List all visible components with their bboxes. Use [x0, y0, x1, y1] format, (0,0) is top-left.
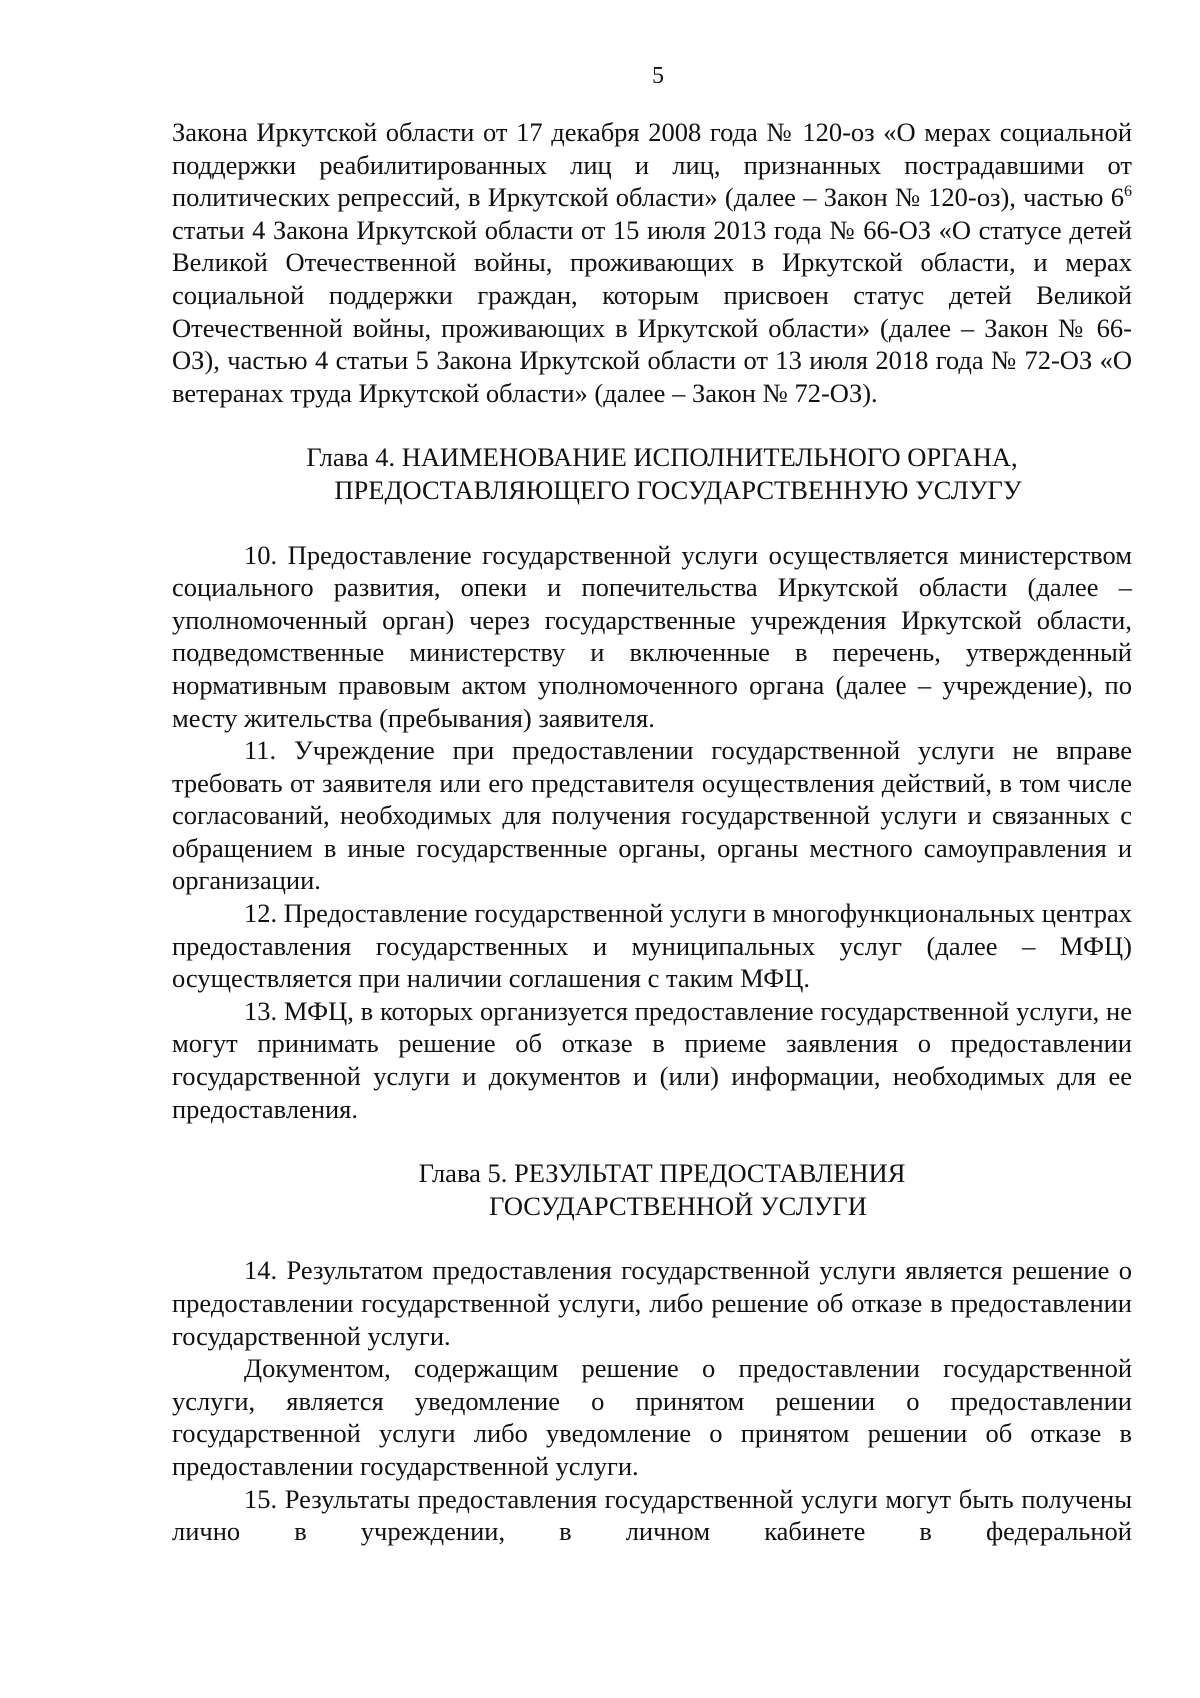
chapter-5-heading [172, 1157, 1132, 1222]
document-page [172, 62, 1132, 1548]
chapter-5-heading-line1: Глава 5. РЕЗУЛЬТАТ ПРЕДОСТАВЛЕНИЯ [418, 1158, 906, 1189]
paragraph-13: 13. МФЦ, в которых организуется предоставление государственной услуги, не могут принимать решение об отказе в приеме заявления о предоставлении государственной услуги и документов и (или) информации, необходимых для ее предоставления. [172, 995, 1132, 1124]
chapter-5-heading-line2: ГОСУДАРСТВЕННОЙ УСЛУГИ [489, 1190, 867, 1221]
chapter-4-heading-line2: ПРЕДОСТАВЛЯЮЩЕГО ГОСУДАРСТВЕННУЮ УСЛУГУ [334, 474, 1022, 505]
paragraph-12: 12. Предоставление государственной услуги в многофункциональных центрах предоставления государственных и муниципальных услуг (далее – МФЦ) осуществляется при наличии соглашения с таким МФЦ. [172, 898, 1132, 994]
paragraph-document-decision: Документом, содержащим решение о предоставлении государственной услуги, является уведомление о принятом решении о предоставлении государственной услуги либо уведомление о принятом решении об отказе в предоставлении государственной услуги. [172, 1353, 1132, 1481]
intro-text-part2: статьи 4 Закона Иркутской области от 15 июля 2013 года № 66-ОЗ «О статусе детей Великой Отечественной войны, проживающих в Иркутской области, и мерах социальной поддержки граждан, которым присвоен статус детей Великой Отечественной войны, проживающих в Иркутской области» (далее – Закон № 66-ОЗ), частью 4 статьи 5 Закона Иркутской области от 13 июля 2018 года № 72-ОЗ «О ветеранах труда Иркутской области» (далее – Закон № 72-ОЗ). [172, 214, 1132, 408]
paragraph-14: 14. Результатом предоставления государственной услуги является решение о предоставлении государственной услуги, либо решение об отказе в предоставлении государственной услуги. [172, 1255, 1132, 1351]
page-number: 5 [652, 63, 664, 89]
paragraph-15: 15. Результаты предоставления государственной услуги могут быть получены лично в учреждении, в личном кабинете в федеральной [172, 1483, 1132, 1547]
intro-text-part1: Закона Иркутской области от 17 декабря 2008 года № 120-оз «О мерах социальной поддержки реабилитированных лиц и лиц, признанных пострадавшими от политических репрессий, в Иркутской области» (далее – Закон № 120-оз), частью 6 [172, 117, 1132, 213]
intro-paragraph [172, 116, 1132, 409]
intro-superscript: 6 [1124, 183, 1132, 201]
paragraph-11: 11. Учреждение при предоставлении государственной услуги не вправе требовать от заявителя или его представителя осуществления действий, в том числе согласований, необходимых для получения государственной услуги и связанных с обращением в иные государственные органы, органы местного самоуправления и организации. [172, 735, 1132, 896]
chapter-4-heading-line1: Глава 4. НАИМЕНОВАНИЕ ИСПОЛНИТЕЛЬНОГО ОРГАНА, [306, 442, 1018, 473]
paragraph-10: 10. Предоставление государственной услуги осуществляется министерством социального развития, опеки и попечительства Иркутской области (далее – уполномоченный орган) через государственные учреждения Иркутской области, подведомственные министерству и включенные в перечень, утвержденный нормативным правовым актом уполномоченного органа (далее – учреждение), по месту жительства (пребывания) заявителя. [172, 539, 1132, 733]
chapter-4-heading [172, 441, 1132, 506]
